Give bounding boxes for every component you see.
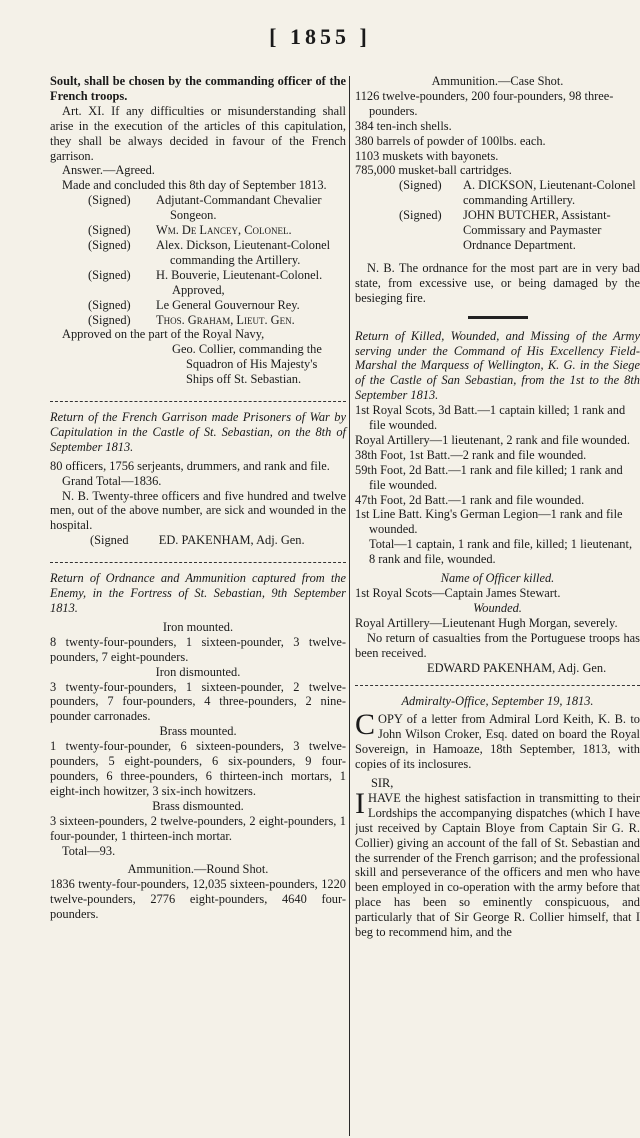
paragraph-article-xi: Art. XI. If any difficulties or misunderstanding shall arise in the execution of the articles of this capitulation, they shall be always decided in favour of the French garrison. xyxy=(50,103,346,163)
iron-dismounted-text: 3 twenty-four-pounders, 1 sixteen-pounder, 2 twelve-pounders, 7 four-pounders, 4 three-pounders, 2 nine-pounder carronades. xyxy=(50,679,346,724)
concluded-date: Made and concluded this 8th day of September 1813. xyxy=(62,178,327,193)
approved-label: Approved, xyxy=(172,282,225,297)
drop-cap: C xyxy=(355,708,376,742)
letter-body: IHAVE the highest satisfaction in transmitting to their Lordships the accompanying dispatches (which I have just received by Captain Bloye from Captain Sir G. R. Collier) giving an account of the fall of St. Sebastian and the surrender of the French garrison; and the professional skill and perseverance of the officers and men who have been employed in co-operation with the army before that place has been so eminently conspicuous, and particularly that of Sir George R. Collier himself, that I beg to recommend him, and the xyxy=(355,786,640,940)
officer-killed-heading: Name of Officer killed. xyxy=(440,571,555,586)
brass-dismounted-heading: Brass dismounted. xyxy=(152,798,244,813)
paragraph-soult: Soult, shall be chosen by the commanding officer of the French troops. xyxy=(50,74,346,103)
salutation: SIR, xyxy=(371,775,394,790)
case-shot-line: 384 ten-inch shells. xyxy=(355,118,452,133)
grand-total: Grand Total—1836. xyxy=(62,473,162,488)
casualty-line: Royal Artillery—1 lieutenant, 2 rank and file wounded. xyxy=(355,432,630,447)
return-prisoners-body: 80 officers, 1756 serjeants, drummers, and rank and file. xyxy=(50,458,330,473)
case-shot-line: 785,000 musket-ball cartridges. xyxy=(355,163,512,178)
brass-mounted-heading: Brass mounted. xyxy=(159,724,237,739)
left-column xyxy=(50,74,346,922)
section-divider xyxy=(50,562,346,563)
nb-sick-wounded: N. B. Twenty-three officers and five hundred and twelve men, out of the above number, are sick and wounded in the hospital. xyxy=(50,488,346,533)
butcher-signature: (Signed) JOHN BUTCHER, Assistant-Commissary and Paymaster Ordnance Department. xyxy=(399,208,611,252)
casualty-line: 59th Foot, 2d Batt.—1 rank and file killed; 1 rank and file wounded. xyxy=(355,462,623,492)
pakenham-signature: (Signed ED. PAKENHAM, Adj. Gen. xyxy=(90,533,305,548)
signatories-block xyxy=(50,193,346,282)
signatory-row: (Signed) Adjutant-Commandant Chevalier Songeon. xyxy=(88,193,322,223)
casualty-line: 38th Foot, 1st Batt.—2 rank and file wounded. xyxy=(355,447,587,462)
collier-signature: Geo. Collier, commanding the Squadron of His Majesty's Ships off St. Sebastian. xyxy=(172,342,322,387)
casualty-line: 47th Foot, 2d Batt.—1 rank and file wounded. xyxy=(355,492,585,507)
case-shot-line: 380 barrels of powder of 100lbs. each. xyxy=(355,133,546,148)
officer-killed-text: 1st Royal Scots—Captain James Stewart. xyxy=(355,586,561,600)
signatory-row: (Signed) H. Bouverie, Lieutenant-Colonel. xyxy=(88,267,323,282)
round-shot-heading: Ammunition.—Round Shot. xyxy=(127,862,269,877)
wounded-text: Royal Artillery—Lieutenant Hugh Morgan, severely. xyxy=(355,615,618,630)
return-casualties-title: Return of Killed, Wounded, and Missing of the Army serving under the Command of His Excellency Field-Marshal the Marquess of Wellington, K. G. in the Siege of the Castle of San Sebastian, from the 1st to the 8th September 1813. xyxy=(355,328,640,403)
page-number-header: [ 1855 ] xyxy=(269,24,371,49)
casualty-line: 1st Line Batt. King's German Legion—1 rank and file wounded. xyxy=(355,507,623,537)
return-prisoners-title: Return of the French Garrison made Prisoners of War by Capitulation in the Castle of St. Sebastian, on the 8th of September 1813. xyxy=(50,410,346,454)
brass-mounted-text: 1 twenty-four-pounder, 6 sixteen-pounders, 3 twelve-pounders, 5 eight-pounders, 6 six-pounders, 9 four-pounders, 6 three-pounders, 6 thirteen-inch mortars, 1 eight-inch howitzer, 3 six-inch howitzers. xyxy=(50,739,346,798)
casualty-total: Total—1 captain, 1 rank and file, killed; 1 lieutenant, 8 rank and file, wounded. xyxy=(369,537,633,567)
return-ordnance-title: Return of Ordnance and Ammunition captured from the Enemy, in the Fortress of St. Sebastian, 9th September 1813. xyxy=(50,571,346,615)
casualty-line: 1st Royal Scots, 3d Batt.—1 captain killed; 1 rank and file wounded. xyxy=(355,403,626,433)
copy-letter-paragraph: COPY of a letter from Admiral Lord Keith, K. B. to John Wilson Croker, Esq. dated on board the Royal Sovereign, in Hamoaze, 18th September, 1813, with copies of its inclosures. xyxy=(355,708,640,772)
iron-mounted-heading: Iron mounted. xyxy=(162,619,234,634)
edward-pakenham-signature: EDWARD PAKENHAM, Adj. Gen. xyxy=(427,660,607,675)
brass-dismounted-text: 3 sixteen-pounders, 2 twelve-pounders, 2 eight-pounders, 1 four-pounder, 1 thirteen-inch mortar. xyxy=(50,813,346,843)
case-shot-line: 1103 muskets with bayonets. xyxy=(355,148,499,163)
answer-agreed: Answer.—Agreed. xyxy=(62,163,155,178)
ordnance-total: Total—93. xyxy=(62,843,116,858)
column-divider xyxy=(349,76,350,1136)
admiralty-dateline: Admiralty-Office, September 19, 1813. xyxy=(401,694,594,709)
signatory-row: (Signed) Le General Gouvernour Rey. xyxy=(88,297,300,312)
case-shot-heading: Ammunition.—Case Shot. xyxy=(431,74,564,88)
case-shot-line: 1126 twelve-pounders, 200 four-pounders, 98 three-pounders. xyxy=(355,88,614,118)
iron-dismounted-heading: Iron dismounted. xyxy=(155,664,241,679)
section-divider xyxy=(50,401,346,402)
wounded-heading: Wounded. xyxy=(473,600,522,615)
no-return-portuguese: No return of casualties from the Portuguese troops has been received. xyxy=(355,630,640,660)
signatory-row: (Signed) Wm. De Lancey, Colonel. xyxy=(88,223,292,238)
signatory-row: (Signed) Thos. Graham, Lieut. Gen. xyxy=(88,312,295,327)
round-shot-text: 1836 twenty-four-pounders, 12,035 sixteen-pounders, 1220 twelve-pounders, 2776 eight-pounders, 4640 four-pounders. xyxy=(50,877,346,922)
signatory-row: (Signed) Alex. Dickson, Lieutenant-Colonel commanding the Artillery. xyxy=(88,237,331,267)
right-column xyxy=(355,74,640,940)
iron-mounted-text: 8 twenty-four-pounders, 1 sixteen-pounder, 3 twelve-pounders, 7 eight-pounders. xyxy=(50,634,346,664)
navy-approval: Approved on the part of the Royal Navy, xyxy=(62,327,265,342)
section-divider xyxy=(355,685,640,686)
section-rule xyxy=(468,316,528,319)
dickson-signature: (Signed) A. DICKSON, Lieutenant-Colonel commanding Artillery. xyxy=(399,178,636,208)
nb-ordnance-state: N. B. The ordnance for the most part are in very bad state, from excessive use, or being damaged by the besieging fire. xyxy=(355,260,640,305)
drop-cap: I xyxy=(355,786,365,820)
